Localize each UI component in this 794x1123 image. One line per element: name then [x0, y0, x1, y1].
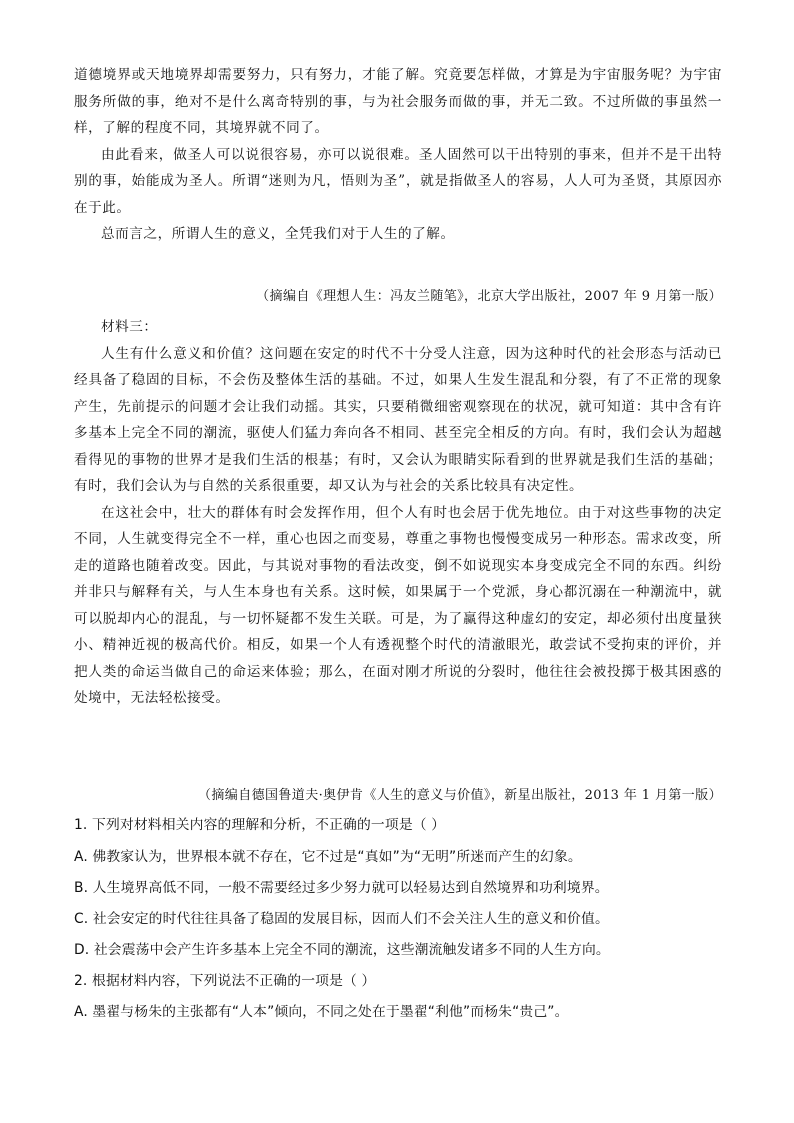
- paragraph: 在这社会中，壮大的群体有时会发挥作用，但个人有时也会居于优先地位。由于对这些事物的决定不同，人生就变得完全不一样，重心也因之而变易，尊重之事物也慢慢变成另一种形态。需求改变，所走的道路也随着改变。因此，与其说对事物的看法改变，倒不如说现实本身变成完全不同的东西。纠纷并非只与解释有关，与人生本身也有关系。这时候，如果属于一个党派，身心都沉溺在一种潮流中，就可以脱却内心的混乱，与一切怀疑都不发生关联。可是，为了赢得这种虚幻的安定，却必须付出度量狭小、精神近视的极高代价。相反，如果一个人有透视整个时代的清澈眼光，敢尝试不受拘束的评价，并把人类的命运当做自己的命运来体验；那么，在面对刚才所说的分裂时，他往往会被投掷于极其困惑的处境中，无法轻松接受。: [74, 504, 722, 706]
- option-d: D. 社会震荡中会产生许多基本上完全不同的潮流，这些潮流触发诸多不同的人生方向。: [74, 942, 610, 958]
- question-stem: 2. 根据材料内容，下列说法不正确的一项是（ ）: [74, 973, 376, 989]
- material-three: [74, 314, 722, 712]
- source-citation: （摘编自德国鲁道夫·奥伊肯《人生的意义与价值》，新星出版社，2013 年 1 月第一版）: [198, 788, 722, 803]
- paragraph: 道德境界或天地境界却需要努力，只有努力，才能了解。究竟要怎样做，才算是为宇宙服务呢？为宇宙服务所做的事，绝对不是什么离奇特别的事，与为社会服务而做的事，并无二致。不过所做的事虽然一样，了解的程度不同，其境界就不同了。: [74, 67, 722, 136]
- paragraph: 总而言之，所谓人生的意义，全凭我们对于人生的了解。: [101, 226, 455, 242]
- material-two-continued: [74, 62, 722, 248]
- source-citation: （摘编自《理想人生：冯友兰随笔》，北京大学出版社，2007 年 9 月第一版）: [256, 289, 722, 304]
- question-stem: 1. 下列对材料相关内容的理解和分析，不正确的一项是（ ）: [74, 817, 446, 833]
- option-a: A. 佛教家认为，世界根本就不存在，它不过是“真如”为“无明”所迷而产生的幻象。: [74, 849, 582, 865]
- paragraph: 人生有什么意义和价值？这问题在安定的时代不十分受人注意，因为这种时代的社会形态与活动已经具备了稳固的目标，不会伤及整体生活的基础。不过，如果人生发生混乱和分裂，有了不正常的现象产生，先前提示的问题才会让我们动摇。其实，只要稍微细密观察现在的状况，就可知道：其中含有许多基本上完全不同的潮流，驱使人们猛力奔向各不相同、甚至完全相反的方向。有时，我们会认为超越看得见的事物的世界才是我们生活的根基；有时，又会认为眼睛实际看到的世界就是我们生活的基础；有时，我们会认为与自然的关系很重要，却又认为与社会的关系比较具有决定性。: [74, 345, 722, 494]
- option-a: A. 墨翟与杨朱的主张都有“人本”倾向，不同之处在于墨翟“利他”而杨朱“贵己”。: [74, 1004, 569, 1020]
- option-c: C. 社会安定的时代往往具备了稳固的发展目标，因而人们不会关注人生的意义和价值。: [74, 911, 609, 927]
- option-b: B. 人生境界高低不同，一般不需要经过多少努力就可以轻易达到自然境界和功利境界。: [74, 880, 609, 896]
- paragraph: 由此看来，做圣人可以说很容易，亦可以说很难。圣人固然可以干出特别的事来，但并不是干出特别的事，始能成为圣人。所谓“迷则为凡，悟则为圣”，就是指做圣人的容易，人人可为圣贤，其原因亦在于此。: [74, 146, 722, 216]
- material-heading: 材料三：: [101, 319, 158, 335]
